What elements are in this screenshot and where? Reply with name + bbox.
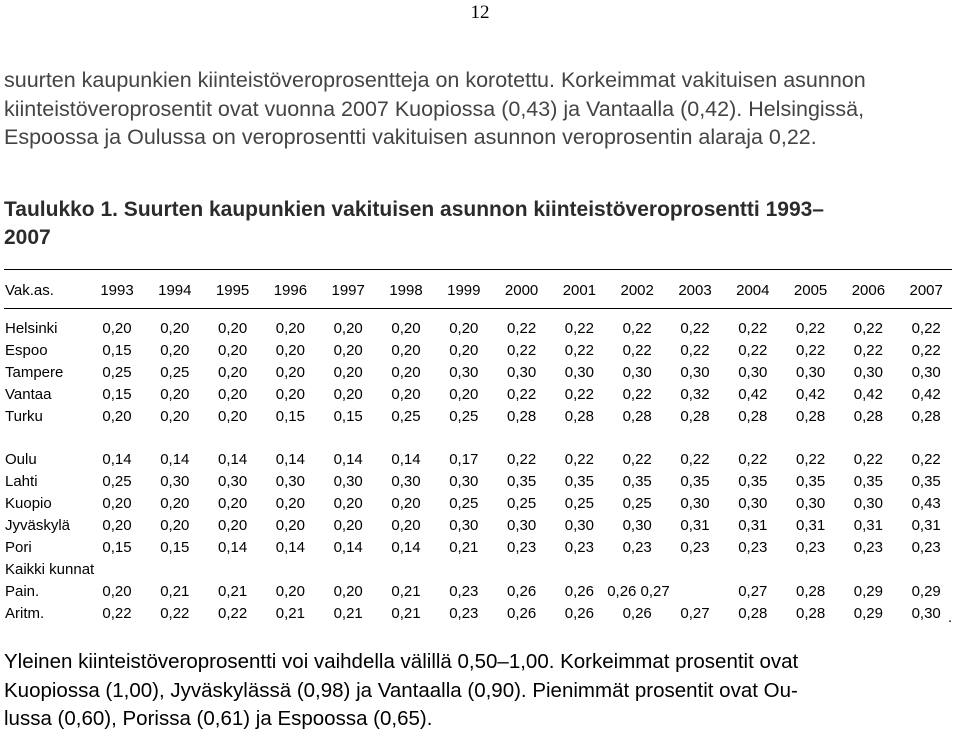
table-cell: 0,20 xyxy=(333,386,363,403)
table-cell: 0,20 xyxy=(449,342,479,359)
table-row xyxy=(0,406,960,428)
table-cell: 0,25 xyxy=(160,364,190,381)
table-cell: 0,21 xyxy=(391,605,421,622)
table-cell: 0,22 xyxy=(506,451,537,468)
table-cell: 0,30 xyxy=(795,495,826,512)
year-header: 2004 xyxy=(736,282,770,299)
table-header-rule xyxy=(4,308,952,309)
table-cell: 0,22 xyxy=(853,451,883,468)
table-cell: 0,25 xyxy=(564,495,594,512)
table-cell: 0,35 xyxy=(795,473,826,490)
table-cell: 0,22 xyxy=(564,386,594,403)
table-cell: 0,42 xyxy=(853,386,883,403)
table-cell: 0,20 xyxy=(160,517,190,534)
table-cell: 0,25 xyxy=(622,495,652,512)
table-row xyxy=(0,362,960,384)
outro-paragraph xyxy=(4,648,960,734)
table-cell: 0,20 xyxy=(102,583,132,600)
table-cell: 0,20 xyxy=(333,364,363,381)
table-cell: 0,42 xyxy=(911,386,941,403)
table-cell: 0,23 xyxy=(506,539,537,556)
table-cell: 0,22 xyxy=(622,386,652,403)
table-cell: 0,14 xyxy=(391,539,421,556)
table-cell: 0,23 xyxy=(564,539,594,556)
table-cell: 0,23 xyxy=(449,583,479,600)
table-cell: 0,15 xyxy=(102,342,132,359)
table-cell: 0,23 xyxy=(853,539,883,556)
table-cell: 0,27 xyxy=(680,605,710,622)
table-cell: 0,21 xyxy=(391,583,421,600)
table-cell: 0,25 xyxy=(449,495,479,512)
table-cell: 0,20 xyxy=(160,408,190,425)
table-cell: 0,20 xyxy=(217,408,248,425)
table-cell: 0,20 xyxy=(391,495,421,512)
table-cell: 0,30 xyxy=(738,495,768,512)
table-cell: 0,22 xyxy=(911,451,941,468)
table-row xyxy=(0,559,960,581)
table-row xyxy=(0,340,960,362)
year-header: 2007 xyxy=(909,282,943,299)
table-cell: 0,30 xyxy=(853,364,883,381)
caption-line: Taulukko 1. Suurten kaupunkien vakituisen asunnon kiinteistöveroprosentti 1993– xyxy=(4,198,824,221)
table-cell: 0,22 xyxy=(795,320,826,337)
table-cell: 0,27 xyxy=(738,583,768,600)
row-label: Lahti xyxy=(5,473,38,490)
table-cell: 0,31 xyxy=(680,517,710,534)
table-cell: 0,28 xyxy=(738,408,768,425)
intro-line: kiinteistöveroprosentit ovat vuonna 2007 Kuopiossa (0,43) ja Vantaalla (0,42). Helsingissä, xyxy=(4,96,865,121)
row-label: Pain. xyxy=(5,583,40,600)
table-cell: 0,23 xyxy=(449,605,479,622)
table-cell: 0,20 xyxy=(217,364,248,381)
table-cell: 0,28 xyxy=(853,408,883,425)
table-cell: 0,22 xyxy=(506,320,537,337)
table-cell: 0,30 xyxy=(391,473,421,490)
table-cell: 0,42 xyxy=(738,386,768,403)
row-label: Pori xyxy=(5,539,32,556)
table-cell: 0,30 xyxy=(449,473,479,490)
table-cell: 0,20 xyxy=(391,364,421,381)
table-cell: 0,22 xyxy=(506,386,537,403)
table-cell: 0,35 xyxy=(622,473,652,490)
table-cell: 0,31 xyxy=(911,517,941,534)
row-label: Turku xyxy=(5,408,43,425)
year-header: 1996 xyxy=(273,282,308,299)
table-row xyxy=(0,449,960,471)
table-cell: 0,20 xyxy=(160,386,190,403)
table-cell: 0,22 xyxy=(680,342,710,359)
row-label: Kuopio xyxy=(5,495,52,512)
table-cell: 0,30 xyxy=(795,364,826,381)
table-cell: 0,30 xyxy=(506,517,537,534)
table-cell: 0,15 xyxy=(160,539,190,556)
table-cell: 0,30 xyxy=(911,605,941,622)
table-row xyxy=(0,581,960,603)
intro-line: suurten kaupunkien kiinteistöveroprosentteja on korotettu. Korkeimmat vakituisen asunnon xyxy=(4,68,866,92)
table-cell: 0,23 xyxy=(622,539,652,556)
year-header: 2003 xyxy=(678,282,712,299)
table-cell: 0,20 xyxy=(275,517,305,534)
table-cell: 0,20 xyxy=(102,517,132,534)
table-cell: 0,20 xyxy=(391,517,421,534)
table-cell: 0,22 xyxy=(564,320,594,337)
table-cell: 0,30 xyxy=(449,517,479,534)
table-cell: 0,14 xyxy=(333,539,363,556)
table-cell: 0,20 xyxy=(333,583,363,600)
row-label: Helsinki xyxy=(5,320,58,337)
year-header: 2005 xyxy=(793,282,828,299)
table-cell: 0,31 xyxy=(853,517,883,534)
table-cell: 0,30 xyxy=(275,473,305,490)
table-cell: 0,25 xyxy=(102,364,132,381)
table-cell: 0,35 xyxy=(564,473,594,490)
table-cell: 0,28 xyxy=(506,408,537,425)
table-cell: 0,26 0,27 xyxy=(607,583,670,600)
table-cell: 0,20 xyxy=(217,320,248,337)
table-cell: 0,20 xyxy=(275,583,305,600)
intro-paragraph xyxy=(4,66,960,152)
table-cell: 0,23 xyxy=(911,539,941,556)
year-header: 2000 xyxy=(504,282,539,299)
table-cell: 0,17 xyxy=(449,451,479,468)
table-cell: 0,26 xyxy=(506,583,537,600)
table-cell: 0,14 xyxy=(217,451,248,468)
table-cell: 0,31 xyxy=(795,517,826,534)
table-cell: 0,22 xyxy=(795,451,826,468)
year-header: 1995 xyxy=(215,282,250,299)
table-cell: 0,21 xyxy=(275,605,305,622)
table-cell: 0,20 xyxy=(160,320,190,337)
table-cell: 0,29 xyxy=(853,605,883,622)
year-header: 1997 xyxy=(331,282,365,299)
table-cell: 0,22 xyxy=(853,342,883,359)
table-cell: 0,20 xyxy=(217,342,248,359)
table-cell: 0,30 xyxy=(333,473,363,490)
table-header-row xyxy=(0,280,960,302)
table-cell: 0,20 xyxy=(102,320,132,337)
table-cell: 0,35 xyxy=(506,473,537,490)
year-header: 2006 xyxy=(851,282,886,299)
table-top-rule xyxy=(4,269,952,270)
table-cell: 0,26 xyxy=(564,583,594,600)
outro-line: Yleinen kiinteistöveroprosentti voi vaihdella välillä 0,50–1,00. Korkeimmat prosentit ovat xyxy=(4,650,799,673)
table-cell: 0,20 xyxy=(160,495,190,512)
year-header: 1998 xyxy=(389,282,423,299)
corner-label: Vak.as. xyxy=(5,282,54,299)
table-cell: 0,15 xyxy=(275,408,305,425)
table-cell: 0,22 xyxy=(680,451,710,468)
table-cell: 0,28 xyxy=(564,408,594,425)
table-cell: 0,28 xyxy=(622,408,652,425)
trailing-mark: . xyxy=(948,609,953,626)
row-label: Oulu xyxy=(5,451,37,468)
table-cell: 0,14 xyxy=(333,451,363,468)
row-label: Kaikki kunnat xyxy=(5,561,95,578)
table-cell: 0,22 xyxy=(853,320,883,337)
table-cell: 0,28 xyxy=(738,605,768,622)
table-cell: 0,21 xyxy=(333,605,363,622)
table-cell: 0,20 xyxy=(275,495,305,512)
table-cell: 0,30 xyxy=(680,495,710,512)
table-cell: 0,20 xyxy=(449,386,479,403)
table-cell: 0,22 xyxy=(622,451,652,468)
table-cell: 0,22 xyxy=(160,605,190,622)
table-row xyxy=(0,515,960,537)
table-row xyxy=(0,603,960,625)
table-cell: 0,35 xyxy=(911,473,941,490)
intro-line: Espoossa ja Oulussa on veroprosentti vakituisen asunnon veroprosentin alaraja 0,22. xyxy=(4,125,817,149)
table-cell: 0,35 xyxy=(853,473,883,490)
table-cell: 0,14 xyxy=(275,451,305,468)
table-cell: 0,20 xyxy=(275,364,305,381)
table-cell: 0,14 xyxy=(391,451,421,468)
table-cell: 0,20 xyxy=(333,342,363,359)
year-header: 2001 xyxy=(562,282,597,299)
table-cell: 0,14 xyxy=(275,539,305,556)
year-header: 2002 xyxy=(620,282,654,299)
row-label: Aritm. xyxy=(5,605,45,622)
outro-line: Kuopiossa (1,00), Jyväskylässä (0,98) ja Vantaalla (0,90). Pienimmät prosentit ovat Ou- xyxy=(4,678,798,702)
table-cell: 0,30 xyxy=(622,517,652,534)
table-cell: 0,30 xyxy=(449,364,479,381)
year-header: 1999 xyxy=(447,282,481,299)
table-cell: 0,30 xyxy=(680,364,710,381)
table-cell: 0,35 xyxy=(738,473,768,490)
table-cell: 0,30 xyxy=(622,364,652,381)
table-row xyxy=(0,493,960,515)
table-cell: 0,14 xyxy=(102,451,132,468)
row-label: Espoo xyxy=(5,342,48,359)
caption-line: 2007 xyxy=(4,226,51,249)
table-cell: 0,20 xyxy=(160,342,190,359)
table-cell: 0,20 xyxy=(333,495,363,512)
table-cell: 0,21 xyxy=(217,583,248,600)
outro-line: lussa (0,60), Porissa (0,61) ja Espoossa (0,65). xyxy=(4,707,433,730)
table-cell: 0,22 xyxy=(622,320,652,337)
table-cell: 0,26 xyxy=(506,605,537,622)
year-header: 1993 xyxy=(100,282,134,299)
table-cell: 0,28 xyxy=(795,583,826,600)
table-cell: 0,21 xyxy=(160,583,190,600)
table-cell: 0,23 xyxy=(680,539,710,556)
table-cell: 0,30 xyxy=(853,495,883,512)
table-cell: 0,30 xyxy=(160,473,190,490)
table-cell: 0,23 xyxy=(795,539,826,556)
table-cell: 0,25 xyxy=(102,473,132,490)
table-cell: 0,28 xyxy=(680,408,710,425)
table-cell: 0,32 xyxy=(680,386,710,403)
table-cell: 0,30 xyxy=(506,364,537,381)
table-cell: 0,20 xyxy=(275,386,305,403)
table-cell: 0,30 xyxy=(564,517,594,534)
table-cell: 0,30 xyxy=(911,364,941,381)
table-cell: 0,25 xyxy=(391,408,421,425)
table-cell: 0,22 xyxy=(911,342,941,359)
table-cell: 0,30 xyxy=(564,364,594,381)
table-cell: 0,21 xyxy=(449,539,479,556)
table-cell: 0,30 xyxy=(738,364,768,381)
table-cell: 0,26 xyxy=(564,605,594,622)
table-cell: 0,42 xyxy=(795,386,826,403)
table-cell: 0,20 xyxy=(275,342,305,359)
table-cell: 0,20 xyxy=(391,386,421,403)
year-header: 1994 xyxy=(158,282,192,299)
table-cell: 0,22 xyxy=(564,451,594,468)
table-cell: 0,22 xyxy=(506,342,537,359)
row-label: Tampere xyxy=(5,364,64,381)
table-cell: 0,25 xyxy=(449,408,479,425)
table-cell: 0,30 xyxy=(217,473,248,490)
table-cell: 0,26 xyxy=(622,605,652,622)
table-row xyxy=(0,471,960,493)
table-row xyxy=(0,318,960,340)
table-cell: 0,15 xyxy=(102,386,132,403)
table-row xyxy=(0,384,960,406)
table-cell: 0,22 xyxy=(102,605,132,622)
table-cell: 0,20 xyxy=(102,495,132,512)
table-cell: 0,28 xyxy=(795,605,826,622)
table-cell: 0,22 xyxy=(738,451,768,468)
row-label: Vantaa xyxy=(5,386,52,403)
table-cell: 0,23 xyxy=(738,539,768,556)
table-cell: 0,29 xyxy=(853,583,883,600)
table-cell: 0,20 xyxy=(391,342,421,359)
table-cell: 0,20 xyxy=(102,408,132,425)
table-cell: 0,20 xyxy=(275,320,305,337)
table-cell: 0,28 xyxy=(911,408,941,425)
table-cell: 0,22 xyxy=(738,320,768,337)
table-caption xyxy=(4,196,954,252)
table-cell: 0,22 xyxy=(680,320,710,337)
table-cell: 0,35 xyxy=(680,473,710,490)
table-cell: 0,22 xyxy=(911,320,941,337)
table-cell: 0,20 xyxy=(217,386,248,403)
table-cell: 0,22 xyxy=(795,342,826,359)
table-cell: 0,20 xyxy=(217,495,248,512)
table-cell: 0,22 xyxy=(738,342,768,359)
table-cell: 0,15 xyxy=(102,539,132,556)
table-cell: 0,31 xyxy=(738,517,768,534)
table-cell: 0,20 xyxy=(391,320,421,337)
page-number: 12 xyxy=(470,2,490,23)
row-label: Jyväskylä xyxy=(5,517,71,534)
table-cell: 0,14 xyxy=(160,451,190,468)
table-cell: 0,20 xyxy=(333,320,363,337)
table-cell: 0,22 xyxy=(564,342,594,359)
table-cell: 0,20 xyxy=(449,320,479,337)
table-cell: 0,28 xyxy=(795,408,826,425)
table-cell: 0,20 xyxy=(333,517,363,534)
table-cell: 0,15 xyxy=(333,408,363,425)
table-cell: 0,22 xyxy=(217,605,248,622)
table-row xyxy=(0,537,960,559)
table-cell: 0,22 xyxy=(622,342,652,359)
table-cell: 0,25 xyxy=(506,495,537,512)
table-cell: 0,29 xyxy=(911,583,941,600)
table-cell: 0,14 xyxy=(217,539,248,556)
table-cell: 0,43 xyxy=(911,495,941,512)
table-cell: 0,20 xyxy=(217,517,248,534)
